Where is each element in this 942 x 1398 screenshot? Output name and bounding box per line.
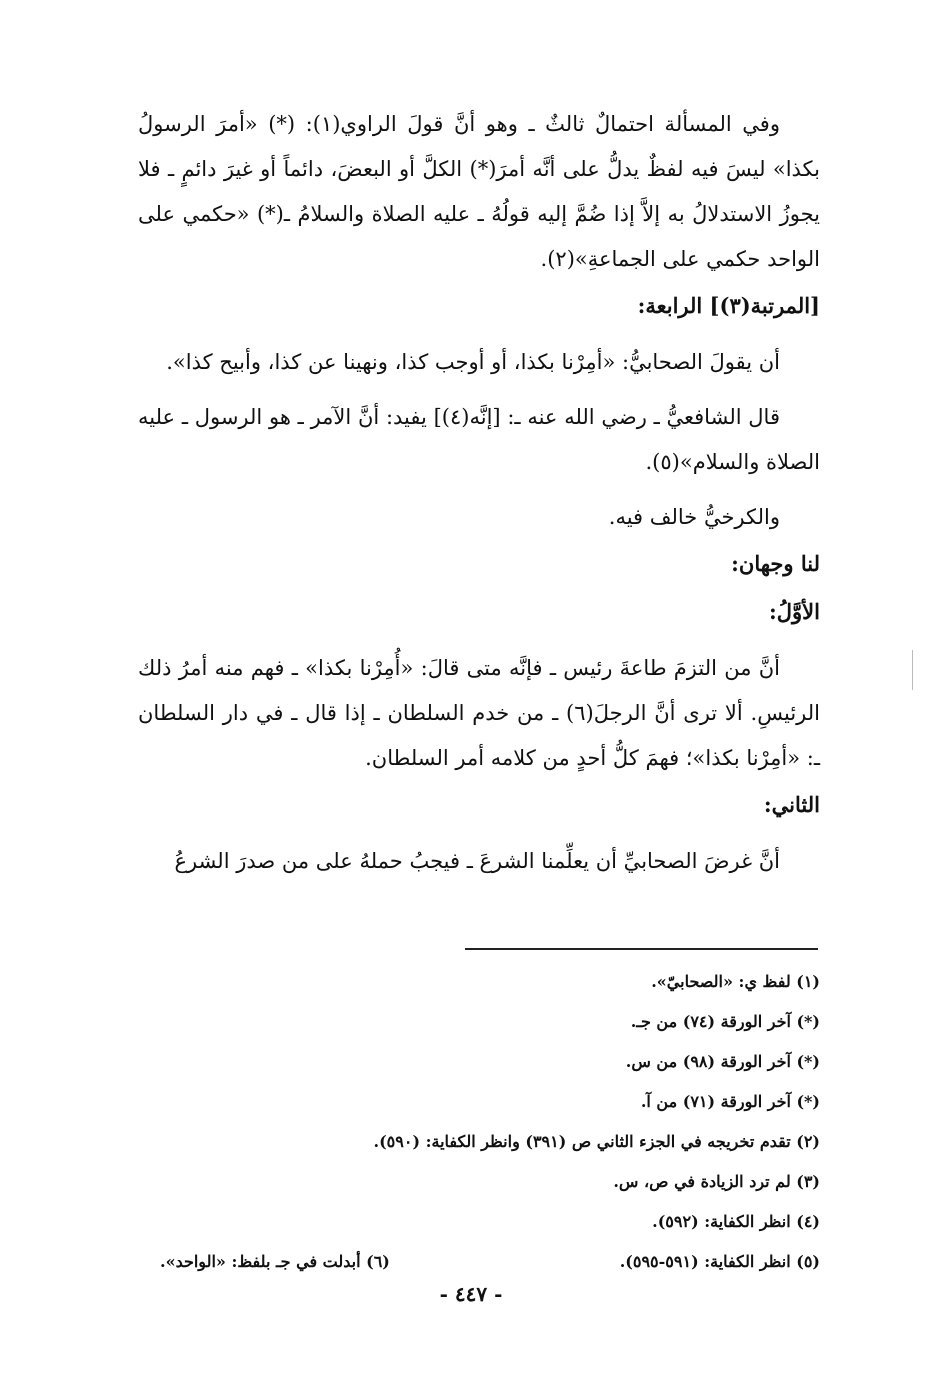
footnote-star-alif: (*) آخر الورقة (٧١) من آ.: [640, 1092, 820, 1111]
footnote-5: (٥) انظر الكفاية: (٥٩١-٥٩٥).: [619, 1252, 820, 1271]
footnote-2: (٢) تقدم تخريجه في الجزء الثاني ص (٣٩١) وانظر الكفاية: (٥٩٠).: [373, 1132, 820, 1151]
footnotes: [160, 962, 820, 1282]
scan-artifact-line: [912, 650, 913, 690]
footnote-star-sin: (*) آخر الورقة (٩٨) من س.: [625, 1052, 820, 1071]
page-number: - ٤٤٧ -: [439, 1282, 503, 1306]
footnote-star-jim: (*) آخر الورقة (٧٤) من جـ.: [630, 1012, 820, 1031]
footnote-4: (٤) انظر الكفاية: (٥٩٢).: [652, 1212, 820, 1231]
heading-fourth-rank: [المرتبة(٣)] الرابعة:: [637, 293, 820, 318]
footnote-3: (٣) لم ترد الزيادة في ص، س.: [613, 1172, 820, 1191]
main-text: [138, 102, 820, 884]
heading-second-aspect: الثاني:: [763, 792, 820, 817]
paragraph-third-possibility: وفي المسألة احتمالٌ ثالثٌ ـ وهو أنَّ قولَ الراوي(١): (*) «أمرَ الرسولُ بكذا» ليسَ فيه لفظٌ يدلُّ على أنَّه أمرَ(*) الكلَّ أو البعضَ، دائماً أو غيرَ دائمٍ ـ فلا يجوزُ الاستدلالُ به إلاَّ إذا ضُمَّ إليه قولُهُ ـ عليه الصلاة والسلامُ ـ(*) «حكمي على الواحد حكمي على الجماعةِ»(٢).: [138, 112, 820, 271]
heading-two-aspects: لنا وجهان:: [731, 551, 820, 576]
footnote-row-5-6: [160, 1242, 820, 1282]
footnote-1: (١) لفظ ي: «الصحابيّ».: [651, 972, 820, 991]
footnote-6: (٦) أبدلت في جـ بلفظ: «الواحد».: [160, 1252, 390, 1271]
footnote-divider: [465, 948, 818, 950]
paragraph-karkhi-opinion: والكرخيُّ خالف فيه.: [608, 505, 780, 529]
heading-first-aspect: الأوَّلُ:: [769, 599, 820, 624]
paragraph-shafii-opinion: قال الشافعيُّ ـ رضي الله عنه ـ: [إنَّه(٤)] يفيد: أنَّ الآمر ـ هو الرسول ـ عليه الصلاة والسلام»(٥).: [138, 405, 820, 474]
paragraph-second-aspect: أنَّ غرضَ الصحابيِّ أن يعلِّمنا الشرعَ ـ فيجبُ حملهُ على من صدرَ الشرعُ: [174, 849, 780, 873]
paragraph-companion-saying: أن يقولَ الصحابيُّ: «أمِرْنا بكذا، أو أوجب كذا، ونهينا عن كذا، وأبيح كذا».: [166, 350, 780, 374]
paragraph-first-aspect: أنَّ من التزمَ طاعةَ رئيس ـ فإنَّه متى قالَ: «أُمِرْنا بكذا» ـ فهم منه أمرُ ذلك الرئيسِ. ألا ترى أنَّ الرجلَ(٦) ـ من خدم السلطان ـ إذا قال ـ في دار السلطان ـ: «أمِرْنا بكذا»؛ فهمَ كلُّ أحدٍ من كلامه أمر السلطان.: [138, 656, 820, 770]
